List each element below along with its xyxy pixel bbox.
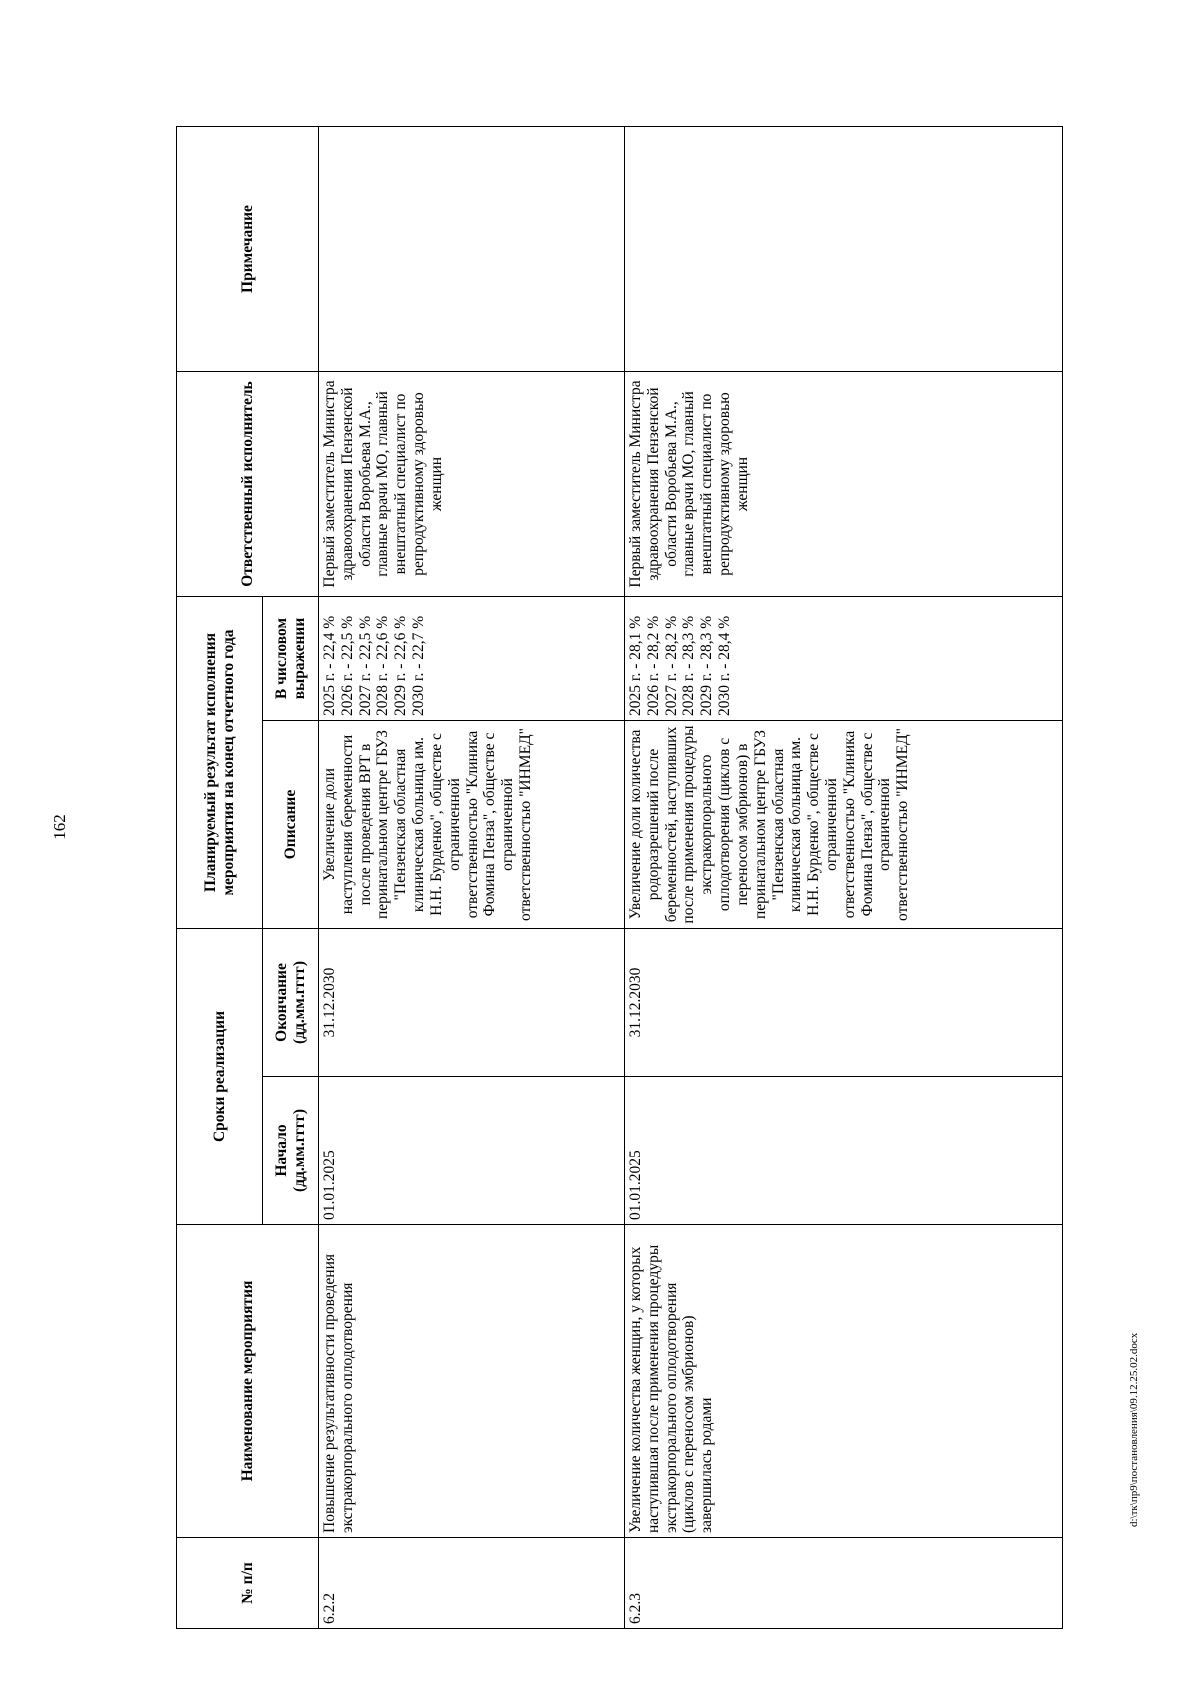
table-row [625,127,1063,1629]
cell-name: Повышение результативности проведения экстракорпорального оплодотворения [319,1225,625,1538]
table-row [319,127,625,1629]
cell-num: 6.2.3 [625,1538,1063,1629]
header-note: Примечание [177,127,319,372]
header-num: № п/п [177,1538,319,1629]
header-description: Описание [263,721,319,929]
cell-note [319,127,625,372]
cell-end: 31.12.2030 [625,929,1063,1077]
cell-description: Увеличение доли количества родоразрешений после беременностей, наступивших после применения процедуры экстракорпорального оплодотворения (циклов с переносом эмбрионов) в перинатальном центре ГБУЗ "Пензенская областная клиническая больница им. Н.Н. Бурденко", обществе с ограниченной ответственностью "Клиника Фомина Пенза", обществе с ограниченной ответственностью "ИНМЕД" [625,721,1063,929]
header-terms: Сроки реализации [177,929,263,1225]
header-numeric: В числовом выражении [263,597,319,721]
header-responsible: Ответственный исполнитель [177,372,319,597]
header-name: Наименование мероприятия [177,1225,319,1538]
plan-table [176,126,1063,1629]
cell-responsible: Первый заместитель Министра здравоохранения Пензенской области Воробьева М.А., главные врачи МО, главный внештатный специалист по репродуктивному здоровью женщин [625,372,1063,597]
cell-name: Увеличение количества женщин, у которых наступившая после применения процедуры экстракорпорального оплодотворения (циклов с переносом эмбрионов) завершилась родами [625,1225,1063,1538]
footer-file-path: d:\тк\пр9\постановления\09.12.25.02.docx [1128,1332,1140,1527]
cell-description: Увеличение доли наступления беременности после проведения ВРТ в перинатальном центре ГБУЗ "Пензенская областная клиническая больница им. Н.Н. Бурденко", обществе с ограниченной ответственностью "Клиника Фомина Пенза", обществе с ограниченной ответственностью "ИНМЕД" [319,721,625,929]
page-number: 162 [50,814,69,840]
cell-responsible: Первый заместитель Министра здравоохранения Пензенской области Воробьева М.А., главные врачи МО, главный внештатный специалист по репродуктивному здоровью женщин [319,372,625,597]
cell-start: 01.01.2025 [625,1077,1063,1225]
cell-end: 31.12.2030 [319,929,625,1077]
cell-numeric: 2025 г. - 28,1 % 2026 г. - 28,2 % 2027 г. - 28,2 % 2028 г. - 28,3 % 2029 г. - 28,3 % 2030 г. - 28,4 % [625,597,1063,721]
header-start: Начало (дд.мм.гггг) [263,1077,319,1225]
cell-num: 6.2.2 [319,1538,625,1629]
cell-numeric: 2025 г. - 22,4 % 2026 г. - 22,5 % 2027 г. - 22,5 % 2028 г. - 22,6 % 2029 г. - 22,6 % 2030 г. - 22,7 % [319,597,625,721]
cell-start: 01.01.2025 [319,1077,625,1225]
header-planned: Планируемый результат исполнения мероприятия на конец отчетного года [177,597,263,929]
header-end: Окончание (дд.мм.гггг) [263,929,319,1077]
cell-note [625,127,1063,372]
